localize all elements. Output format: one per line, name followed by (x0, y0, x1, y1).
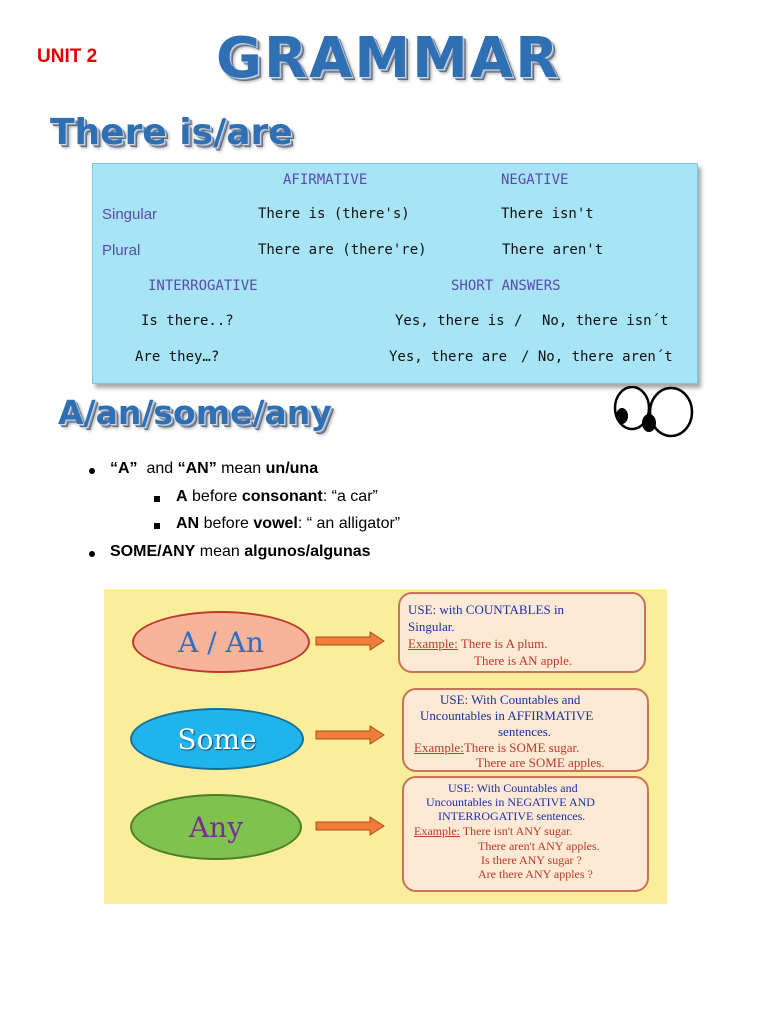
algunos-meaning: algunos/algunas (244, 543, 371, 560)
mean-word: mean (221, 460, 262, 477)
plural-affirmative: There are (there're) (258, 242, 427, 258)
oval-some: Some (130, 708, 304, 770)
box-any-usage (402, 776, 649, 892)
vowel-word: vowel (253, 515, 298, 532)
answer1-no: No, there isn´t (542, 313, 669, 329)
singular-affirmative: There is (there's) (258, 206, 410, 222)
bullet-a-an (110, 460, 318, 478)
some-any-term: SOME/ANY (110, 543, 196, 560)
oval-any: Any (130, 794, 302, 860)
oval-a-an: A / An (132, 611, 310, 673)
answer2-no: / No, there aren´t (521, 349, 673, 365)
example-text: Are there ANY apples ? (478, 867, 593, 881)
un-una-meaning: un/una (265, 460, 319, 477)
question-are-they: Are they…? (135, 349, 220, 365)
example-text: There are SOME apples. (476, 755, 605, 770)
box3-use-line: USE: With Countables and (448, 781, 578, 795)
a-term: “A” (110, 460, 138, 477)
right-arrow-icon (314, 630, 386, 652)
col-interrogative-header: INTERROGATIVE (148, 278, 258, 294)
before-word: before (203, 515, 249, 532)
subbullet-a-consonant (176, 488, 378, 506)
example-text: There is A plum. (460, 636, 548, 651)
box-a-an-usage (398, 592, 646, 673)
an-term: “AN” (177, 460, 217, 477)
box3-uncountables-line: Uncountables in NEGATIVE AND (426, 795, 595, 809)
usage-panel (104, 589, 667, 904)
box1-singular-line: Singular. (408, 619, 455, 634)
unit-label: UNIT 2 (37, 46, 98, 67)
bullet-square-icon (154, 523, 160, 529)
box3-example-line (414, 824, 572, 839)
answer1-yes: Yes, there is (395, 313, 505, 329)
mean-word: mean (199, 543, 240, 560)
consonant-word: consonant (241, 488, 323, 505)
example-text: Is there ANY sugar ? (481, 853, 582, 867)
example-label: Example: (414, 824, 460, 838)
bullet-dot-icon (89, 551, 95, 557)
singular-negative: There isn't (501, 206, 594, 222)
section-title-there-is-are: There is/are (50, 112, 293, 153)
a-term: A (176, 488, 188, 505)
box2-example-line (414, 740, 579, 756)
example-text: There is AN apple. (474, 653, 573, 668)
row-plural-label: Plural (102, 242, 141, 259)
section-title-a-an-some-any: A/an/some/any (58, 393, 332, 432)
an-alligator-example: : “ an alligator” (297, 515, 401, 532)
col-negative-header: NEGATIVE (501, 172, 569, 188)
box2-uncountables-line: Uncountables in AFFIRMATIVE (420, 708, 594, 723)
box3-sentences-line: INTERROGATIVE sentences. (438, 809, 586, 823)
subbullet-an-vowel (176, 515, 400, 533)
answer1-separator: / (514, 313, 523, 329)
right-arrow-icon (314, 815, 386, 837)
bullet-some-any (110, 543, 371, 561)
before-word: before (192, 488, 238, 505)
right-arrow-icon (314, 724, 386, 746)
box1-use-line: USE: with COUNTABLES in (408, 602, 565, 617)
bullet-dot-icon (89, 468, 95, 474)
and-word: and (146, 460, 174, 477)
box1-example-line (408, 636, 548, 652)
an-term: AN (176, 515, 200, 532)
example-text: There aren't ANY apples. (478, 839, 600, 853)
cartoon-eyes-icon (608, 386, 700, 442)
example-text: There isn't ANY sugar. (462, 824, 573, 838)
box2-use-line: USE: With Countables and (440, 692, 581, 707)
box2-sentences-line: sentences. (498, 724, 552, 739)
a-car-example: : “a car” (322, 488, 378, 505)
question-is-there: Is there..? (141, 313, 234, 329)
main-title: GRAMMAR (216, 26, 561, 91)
col-affirmative-header: AFIRMATIVE (283, 172, 368, 188)
box-some-usage (402, 688, 649, 772)
there-is-are-table (92, 163, 698, 384)
plural-negative: There aren't (502, 242, 604, 258)
bullet-square-icon (154, 496, 160, 502)
example-label: Example: (414, 740, 464, 755)
example-label: Example: (408, 636, 458, 651)
example-text: There is SOME sugar. (463, 740, 580, 755)
col-short-answers-header: SHORT ANSWERS (451, 278, 561, 294)
answer2-yes: Yes, there are (389, 349, 508, 365)
row-singular-label: Singular (102, 206, 158, 223)
